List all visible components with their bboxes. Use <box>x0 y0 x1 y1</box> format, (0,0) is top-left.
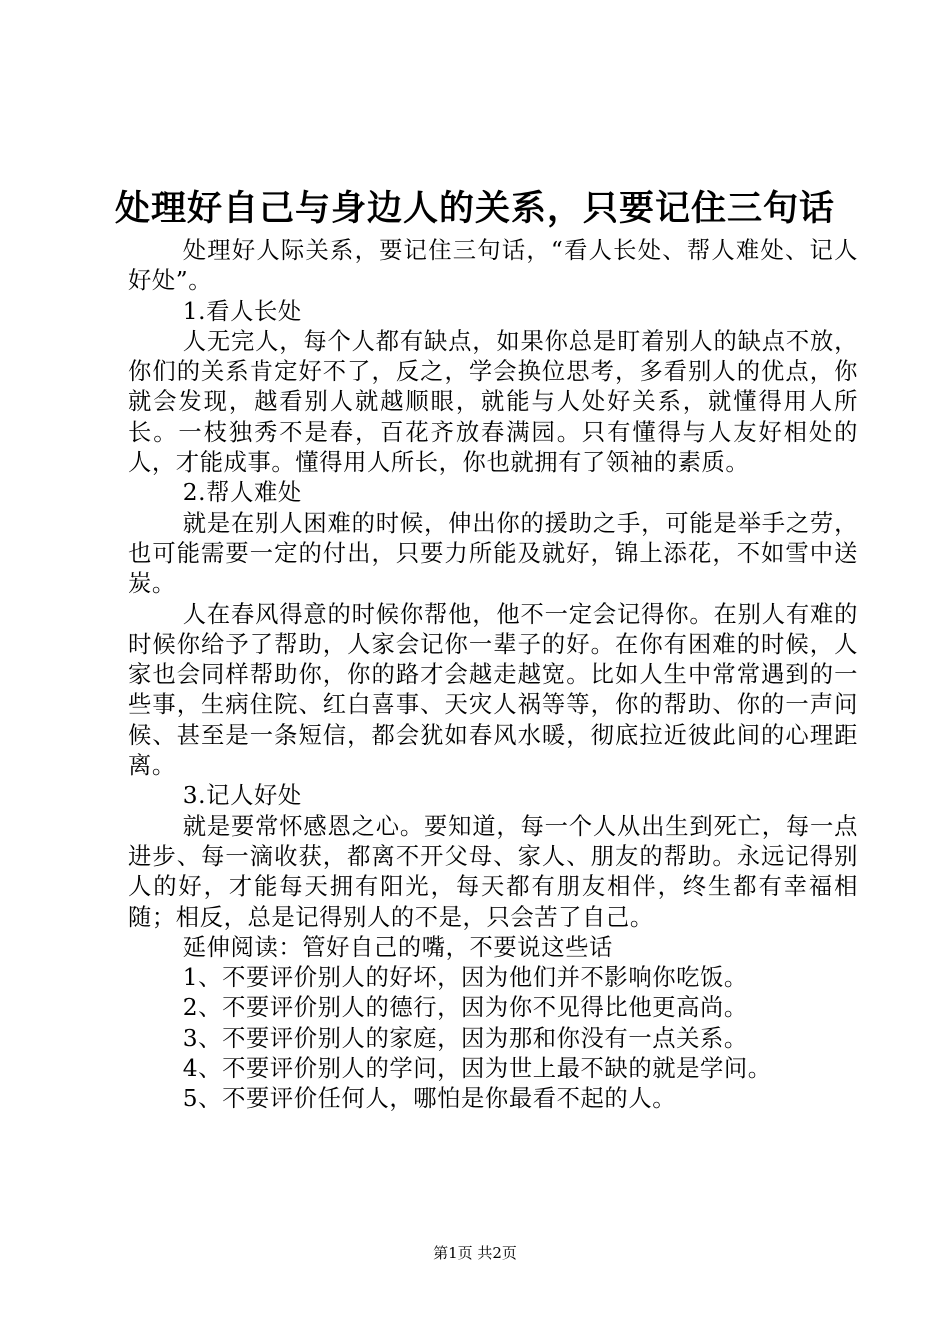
list-item: 1、不要评价别人的好坏，因为他们并不影响你吃饭。 <box>182 964 748 992</box>
list-item: 3、不要评价别人的家庭，因为那和你没有一点关系。 <box>182 1024 748 1052</box>
list-item: 4、不要评价别人的学问，因为世上最不缺的就是学问。 <box>182 1055 772 1083</box>
intro-paragraph: 处理好人际关系，要记住三句话，“看人长处、帮人难处、记人好处”。 <box>128 237 858 295</box>
section-heading-3: 3.记人好处 <box>182 782 302 810</box>
list-item: 2、不要评价别人的德行，因为你不见得比他更高尚。 <box>182 994 748 1022</box>
body-paragraph: 人无完人，每个人都有缺点，如果你总是盯着别人的缺点不放，你们的关系肯定好不了，反之，学会换位思考，多看别人的优点，你就会发现，越看别人就越顺眼，就能与人处好关系，就懂得用人所长。一枝独秀不是春，百花齐放春满园。只有懂得与人友好相处的人，才能成事。懂得用人所长，你也就拥有了领袖的素质。 <box>128 327 858 477</box>
document-body <box>128 236 858 1115</box>
section-heading-2: 2.帮人难处 <box>182 479 302 507</box>
extended-reading-heading: 延伸阅读：管好自己的嘴，不要说这些话 <box>182 933 613 961</box>
page-number-footer: 第1页 共2页 <box>433 1244 517 1262</box>
body-paragraph: 人在春风得意的时候你帮他，他不一定会记得你。在别人有难的时候你给予了帮助，人家会记你一辈子的好。在你有困难的时候，人家也会同样帮助你，你的路才会越走越宽。比如人生中常常遇到的一些事，生病住院、红白喜事、天灾人祸等等，你的帮助、你的一声问候、甚至是一条短信，都会犹如春风水暖，彻底拉近彼此间的心理距离。 <box>128 600 858 780</box>
body-paragraph: 就是在别人困难的时候，伸出你的援助之手，可能是举手之劳，也可能需要一定的付出，只要力所能及就好，锦上添花，不如雪中送炭。 <box>128 509 858 598</box>
body-paragraph: 就是要常怀感恩之心。要知道，每一个人从出生到死亡，每一点进步、每一滴收获，都离不开父母、家人、朋友的帮助。永远记得别人的好，才能每天拥有阳光，每天都有朋友相伴，终生都有幸福相随；相反，总是记得别人的不是，只会苦了自己。 <box>128 812 858 931</box>
section-heading-1: 1.看人长处 <box>182 297 302 325</box>
document-title: 处理好自己与身边人的关系，只要记住三句话 <box>114 188 835 229</box>
list-item: 5、不要评价任何人，哪怕是你最看不起的人。 <box>182 1085 677 1113</box>
